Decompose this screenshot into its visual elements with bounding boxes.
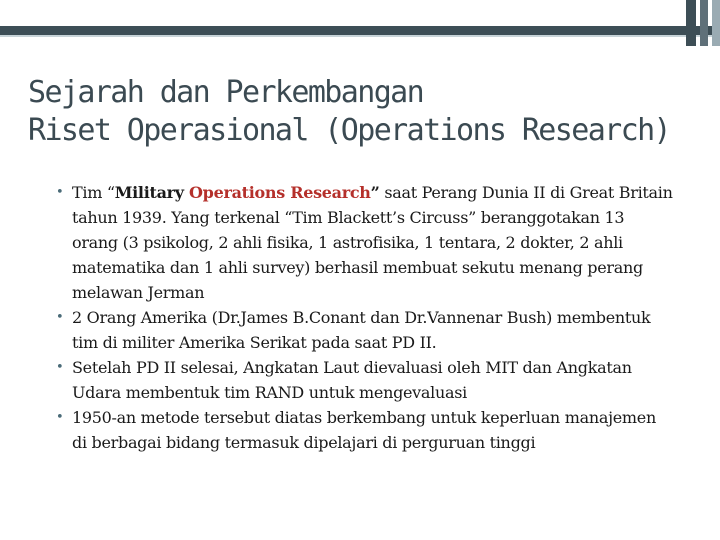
header-stripe — [0, 26, 720, 35]
bullet-text: Setelah PD II selesai, Angkatan Laut dievaluasi oleh MIT dan Angkatan Udara membentuk tim RAND untuk mengevaluasi — [72, 358, 632, 402]
bullet-item — [54, 355, 674, 405]
bullet-text: 2 Orang Amerika (Dr.James B.Conant dan Dr.Vannenar Bush) membentuk tim di militer Amerika Serikat pada saat PD II. — [72, 308, 651, 352]
corner-block-light — [712, 0, 720, 46]
bullet-item — [54, 180, 674, 305]
bullet-text: 1950-an metode tersebut diatas berkembang untuk keperluan manajemen di berbagai bidang termasuk dipelajari di perguruan tinggi — [72, 408, 656, 452]
corner-block-dark — [686, 0, 696, 46]
top-band — [0, 0, 720, 26]
bullet-dot-icon: • — [56, 360, 64, 375]
bullet-text-body: saat Perang Dunia II di Great Britain tahun 1939. Yang terkenal “Tim Blackett’s Circuss” beranggotakan 13 orang (3 psikolog, 2 ahli fisika, 1 astrofisika, 1 tentara, 2 dokter, 2 ahli matematika dan 1 ahli survey) berhasil membuat sekutu menang perang melawan Jerman — [72, 183, 673, 302]
slide-title-line-1: Sejarah dan Perkembangan — [28, 75, 424, 110]
bullet-dot-icon: • — [56, 310, 64, 325]
bullet-text-quote-end: ” — [370, 183, 380, 202]
bullet-text-highlight: Operations Research — [189, 183, 371, 202]
bullet-text-prefix: Tim “ — [72, 183, 115, 202]
slide-title — [28, 74, 708, 150]
slide-title-line-2: Riset Operasional (Operations Research) — [28, 113, 670, 148]
corner-block-mid — [700, 0, 708, 46]
bullet-text-bold: Military — [114, 183, 190, 202]
header-stripe-highlight — [0, 35, 720, 37]
bullet-item — [54, 405, 674, 455]
bullet-dot-icon: • — [56, 185, 64, 200]
bullet-item — [54, 305, 674, 355]
bullet-dot-icon: • — [56, 410, 64, 425]
bullet-list — [54, 180, 674, 455]
